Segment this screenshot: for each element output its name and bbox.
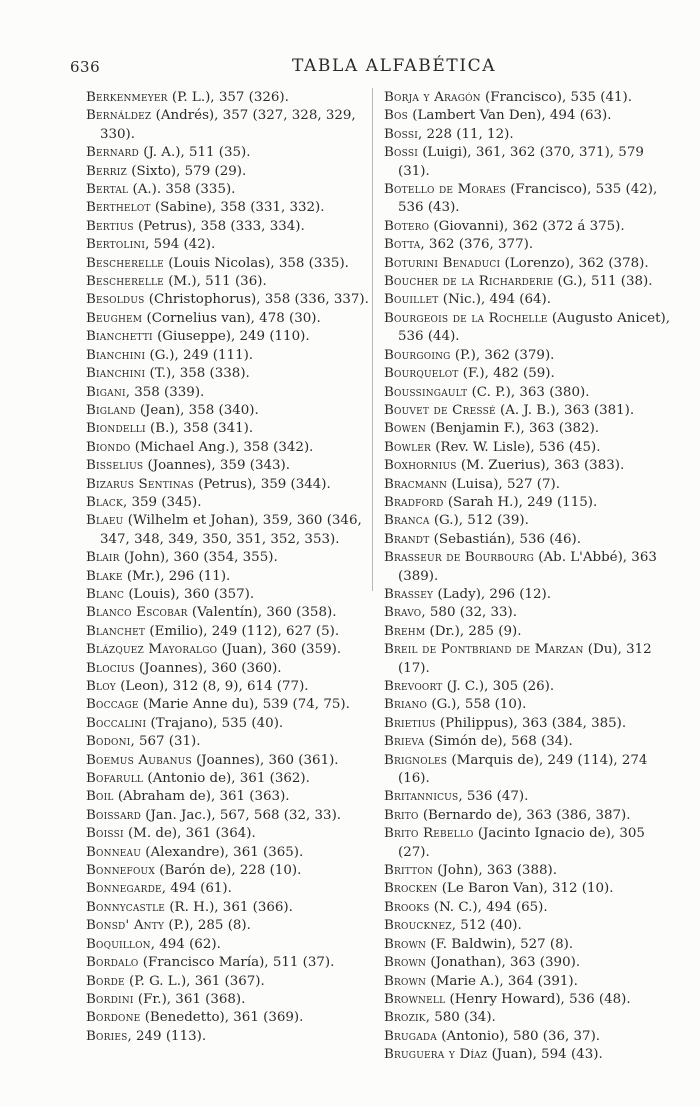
- entry-name: Blair: [86, 550, 120, 566]
- page-header: [70, 50, 630, 80]
- entry-references: (Lambert Van Den), 494 (63).: [407, 108, 612, 124]
- entry-references: (Benedetto), 361 (369).: [140, 1010, 304, 1026]
- entry-name: Bourquelot: [384, 366, 459, 382]
- entry-name: Blanco Escobar: [86, 605, 188, 621]
- index-entry: [384, 862, 674, 880]
- index-entry: [384, 641, 674, 678]
- entry-references: (G.), 558 (10).: [427, 697, 527, 713]
- entry-references: (Joannes), 360 (360).: [134, 660, 282, 676]
- running-title: TABLA ALFABÉTICA: [292, 56, 497, 76]
- entry-references: (Jan. Jac.), 567, 568 (32, 33).: [141, 807, 342, 823]
- entry-name: Brietius: [384, 715, 436, 731]
- entry-name: Bigland: [86, 402, 136, 418]
- entry-name: Brown: [384, 936, 427, 952]
- index-entry: [86, 163, 376, 181]
- index-entry: [86, 347, 376, 365]
- entry-references: (Nic.), 494 (64).: [438, 292, 552, 308]
- entry-references: (T.), 358 (338).: [145, 366, 250, 382]
- index-entry: [86, 439, 376, 457]
- index-entry: [384, 126, 674, 144]
- entry-name: Bonnycastle: [86, 899, 166, 915]
- entry-name: Britton: [384, 863, 433, 879]
- entry-references: (Trajano), 535 (40).: [146, 715, 284, 731]
- entry-name: Boussingault: [384, 384, 468, 400]
- index-entry: [384, 476, 674, 494]
- index-entry: [384, 752, 674, 789]
- entry-references: (P.), 285 (8).: [164, 918, 251, 934]
- entry-name: Bourgeois de la Rochelle: [384, 310, 548, 326]
- entry-name: Blaeu: [86, 513, 124, 529]
- entry-references: (Andrés), 357 (327, 328, 329, 330).: [100, 108, 356, 142]
- entry-name: Brozik: [384, 1010, 426, 1026]
- entry-references: (Louis Nicolas), 358 (335).: [163, 255, 349, 271]
- index-entry: [384, 144, 674, 181]
- entry-references: (Marquis de), 249 (114), 274 (16).: [398, 752, 648, 787]
- entry-references: (Francisco), 535 (41).: [480, 90, 633, 105]
- index-entry: [86, 844, 376, 862]
- entry-references: (Lady), 296 (12).: [433, 586, 551, 602]
- entry-references: (Francisco María), 511 (37).: [138, 955, 335, 971]
- index-entry: [384, 991, 674, 1009]
- entry-name: Bonneau: [86, 844, 142, 860]
- index-entry: [86, 1009, 376, 1027]
- entry-name: Bertolini: [86, 237, 146, 253]
- entry-name: Bordone: [86, 1010, 141, 1026]
- index-entry: [384, 420, 674, 438]
- entry-name: Boemus Aubanus: [86, 752, 192, 768]
- entry-references: , 359 (345).: [122, 494, 202, 510]
- index-entry: [384, 402, 674, 420]
- entry-references: (Jacinto Ignacio de), 305 (27).: [398, 826, 645, 860]
- entry-references: (Cornelius van), 478 (30).: [142, 310, 321, 326]
- entry-name: Bianchini: [86, 366, 146, 382]
- index-entry: [384, 696, 674, 714]
- index-entry: [86, 236, 376, 254]
- entry-name: Brevoort: [384, 679, 443, 694]
- entry-references: (Marie A.), 364 (391).: [426, 973, 578, 989]
- entry-name: Boccage: [86, 697, 139, 713]
- entry-references: (Dr.), 285 (9).: [425, 623, 522, 639]
- index-entry: [86, 660, 376, 678]
- entry-references: (F.), 482 (59).: [458, 366, 555, 382]
- index-entry: [86, 807, 376, 825]
- entry-references: (Benjamin F.), 363 (382).: [425, 421, 600, 437]
- entry-name: Bourgoing: [384, 347, 451, 363]
- entry-name: Bowler: [384, 439, 431, 455]
- entry-name: Breil de Pontbriand de Marzan: [384, 642, 584, 658]
- index-entry: [384, 89, 674, 107]
- index-entry: [86, 218, 376, 236]
- entry-name: Bianchetti: [86, 329, 153, 345]
- index-entry: [86, 291, 376, 309]
- entry-references: (John), 363 (388).: [433, 863, 557, 879]
- entry-name: Bescherelle: [86, 255, 164, 271]
- entry-name: Brasseur de Bourbourg: [384, 550, 535, 566]
- entry-references: (Sarah H.), 249 (115).: [443, 494, 598, 510]
- index-entry: [384, 347, 674, 365]
- entry-references: (Luisa), 527 (7).: [447, 476, 560, 492]
- index-entry: [384, 255, 674, 273]
- entry-references: (Michael Ang.), 358 (342).: [130, 439, 314, 455]
- index-entry: [384, 291, 674, 309]
- index-entry: [86, 107, 376, 144]
- index-entry: [86, 788, 376, 806]
- entry-references: (Du), 312 (17).: [398, 642, 652, 676]
- entry-references: (N. C.), 494 (65).: [429, 899, 548, 915]
- entry-references: (Giovanni), 362 (372 á 375).: [429, 218, 625, 234]
- entry-name: Beughem: [86, 310, 143, 326]
- entry-name: Blake: [86, 568, 123, 584]
- entry-references: (Jonathan), 363 (390).: [426, 955, 581, 971]
- index-entry: [384, 384, 674, 402]
- index-entry: [86, 144, 376, 162]
- entry-references: (Jean), 358 (340).: [135, 402, 259, 418]
- entry-references: (Marie Anne du), 539 (74, 75).: [138, 697, 350, 713]
- entry-name: Boturini Benaduci: [384, 255, 501, 271]
- index-entry: [86, 384, 376, 402]
- entry-references: (Wilhelm et Johan), 359, 360 (346, 347, 348, 349, 350, 351, 352, 353).: [100, 513, 362, 547]
- entry-name: Borde: [86, 973, 125, 989]
- index-entry: [86, 568, 376, 586]
- page-number: 636: [70, 58, 101, 76]
- entry-name: Briano: [384, 697, 428, 713]
- index-entry: [384, 899, 674, 917]
- entry-references: (Lorenzo), 362 (378).: [500, 255, 649, 271]
- index-entry: [384, 788, 674, 806]
- entry-references: (Christophorus), 358 (336, 337).: [144, 292, 369, 308]
- entry-name: Brito Rebello: [384, 826, 474, 842]
- entry-name: Bordini: [86, 991, 134, 1007]
- entry-references: (Joannes), 360 (361).: [191, 752, 339, 768]
- entry-name: Brassey: [384, 586, 434, 602]
- index-entry: [384, 973, 674, 991]
- entry-references: (P. L.), 357 (326).: [167, 90, 289, 105]
- index-entry: [86, 862, 376, 880]
- index-entry: [384, 439, 674, 457]
- entry-references: , 580 (34).: [425, 1010, 496, 1026]
- index-entry: [86, 936, 376, 954]
- entry-references: (J. C.), 305 (26).: [442, 679, 555, 694]
- index-entry: [86, 752, 376, 770]
- entry-references: (Francisco), 535 (42), 536 (43).: [398, 182, 658, 216]
- entry-name: Bernáldez: [86, 108, 152, 124]
- entry-references: , 494 (61).: [161, 881, 232, 897]
- entry-references: (J. A.), 511 (35).: [138, 145, 251, 161]
- entry-name: Bos: [384, 108, 408, 124]
- index-entry: [384, 494, 674, 512]
- entry-references: (Juan), 360 (359).: [217, 642, 342, 658]
- entry-references: (F. Baldwin), 527 (8).: [426, 936, 574, 952]
- entry-name: Besoldus: [86, 292, 145, 308]
- index-entry: [86, 899, 376, 917]
- entry-name: Bescherelle: [86, 274, 164, 290]
- index-entry: [86, 880, 376, 898]
- entry-name: Blanchet: [86, 623, 146, 639]
- column-divider: [372, 88, 373, 591]
- index-entry: [86, 770, 376, 788]
- index-entry: [86, 954, 376, 972]
- entry-references: (Petrus), 359 (344).: [193, 476, 331, 492]
- index-entry: [384, 807, 674, 825]
- index-entry: [384, 531, 674, 549]
- entry-references: (Sixto), 579 (29).: [126, 163, 247, 179]
- entry-name: Bruguera y Díaz: [384, 1047, 488, 1063]
- entry-references: (M. de), 361 (364).: [123, 826, 256, 842]
- index-entry: [86, 696, 376, 714]
- entry-references: (M. Zuerius), 363 (383).: [456, 458, 625, 474]
- index-entry: [384, 512, 674, 530]
- entry-references: (Valentín), 360 (358).: [187, 605, 337, 621]
- index-entry: [86, 623, 376, 641]
- entry-references: (Henry Howard), 536 (48).: [445, 991, 631, 1007]
- entry-references: (G.), 512 (39).: [429, 513, 529, 529]
- index-entry: [86, 365, 376, 383]
- index-entry: [86, 255, 376, 273]
- entry-name: Blázquez Mayoralgo: [86, 642, 218, 658]
- entry-references: (Barón de), 228 (10).: [154, 863, 302, 879]
- entry-name: Botta: [384, 237, 421, 253]
- entry-references: (Antonio de), 361 (362).: [143, 771, 310, 787]
- entry-name: Bloy: [86, 679, 116, 694]
- entry-references: , 567 (31).: [130, 734, 201, 750]
- entry-name: Bracmann: [384, 476, 448, 492]
- index-entry: [86, 181, 376, 199]
- entry-references: (P. G. L.), 361 (367).: [124, 973, 265, 989]
- entry-name: Bouillet: [384, 292, 439, 308]
- entry-references: (Augusto Anicet), 536 (44).: [398, 310, 670, 345]
- index-entry: [86, 494, 376, 512]
- entry-name: Boissi: [86, 826, 124, 842]
- entry-references: (A. J. B.), 363 (381).: [495, 402, 635, 418]
- entry-references: , 536 (47).: [458, 789, 529, 805]
- entry-name: Bravo: [384, 605, 422, 621]
- entry-name: Brooks: [384, 899, 430, 915]
- index-entry: [384, 936, 674, 954]
- entry-references: , 249 (113).: [127, 1028, 207, 1044]
- entry-references: (A.). 358 (335).: [128, 182, 236, 198]
- entry-references: (Antonio), 580 (36, 37).: [437, 1028, 601, 1044]
- entry-name: Britannicus: [384, 789, 459, 805]
- entry-references: (B.), 358 (341).: [145, 421, 254, 437]
- index-entry: [384, 954, 674, 972]
- index-entry: [384, 917, 674, 935]
- index-entry: [86, 641, 376, 659]
- entry-references: (Philippus), 363 (384, 385).: [435, 715, 627, 731]
- entry-references: (P.), 362 (379).: [450, 347, 555, 363]
- entry-name: Brehm: [384, 623, 426, 639]
- entry-references: (R. H.), 361 (366).: [165, 899, 293, 915]
- entry-name: Blocius: [86, 660, 135, 676]
- entry-references: (C. P.), 363 (380).: [467, 384, 590, 400]
- entry-references: (John), 360 (354, 355).: [119, 550, 278, 566]
- index-entry: [384, 825, 674, 862]
- entry-name: Bertal: [86, 182, 129, 198]
- index-entry: [86, 917, 376, 935]
- entry-references: (Le Baron Van), 312 (10).: [437, 881, 614, 897]
- entry-references: (Juan), 594 (43).: [487, 1047, 603, 1063]
- entry-name: Bianchini: [86, 347, 146, 363]
- entry-name: Botello de Moraes: [384, 182, 506, 198]
- entry-name: Bigani: [86, 384, 126, 400]
- entry-name: Broucknez: [384, 918, 452, 934]
- entry-name: Boil: [86, 789, 114, 805]
- entry-name: Botero: [384, 218, 430, 234]
- entry-references: (Leon), 312 (8, 9), 614 (77).: [115, 679, 309, 694]
- index-entry: [86, 402, 376, 420]
- entry-references: , 362 (376, 377).: [420, 237, 534, 253]
- entry-name: Brown: [384, 973, 427, 989]
- entry-references: , 594 (42).: [145, 237, 216, 253]
- entry-name: Bossi: [384, 126, 418, 142]
- entry-references: (Luigi), 361, 362 (370, 371), 579 (31).: [398, 145, 644, 179]
- index-column-right: [384, 89, 674, 1065]
- index-entry: [86, 273, 376, 291]
- entry-references: (Giuseppe), 249 (110).: [152, 329, 310, 345]
- entry-references: (Sebastián), 536 (46).: [429, 531, 581, 547]
- entry-references: (Joannes), 359 (343).: [143, 458, 290, 474]
- index-entry: [384, 623, 674, 641]
- entry-references: (Mr.), 296 (11).: [122, 568, 231, 584]
- index-entry: [384, 1028, 674, 1046]
- index-entry: [384, 604, 674, 622]
- entry-name: Bernard: [86, 145, 139, 161]
- entry-references: (Petrus), 358 (333, 334).: [133, 218, 305, 234]
- index-entry: [86, 715, 376, 733]
- entry-name: Bordalo: [86, 955, 139, 971]
- entry-name: Bouvet de Cressé: [384, 402, 496, 418]
- entry-references: (Bernardo de), 363 (386, 387).: [418, 807, 631, 823]
- entry-references: (Abraham de), 361 (363).: [113, 789, 290, 805]
- entry-name: Branca: [384, 513, 430, 529]
- index-entry: [384, 236, 674, 254]
- index-entry: [384, 549, 674, 586]
- index-column-left: [86, 89, 376, 1046]
- index-entry: [86, 733, 376, 751]
- index-entry: [384, 715, 674, 733]
- index-entry: [86, 586, 376, 604]
- entry-name: Bonnefoux: [86, 863, 155, 879]
- entry-references: (Rev. W. Lisle), 536 (45).: [431, 439, 601, 455]
- entry-name: Bofarull: [86, 771, 144, 787]
- entry-name: Boucher de la Richarderie: [384, 274, 554, 290]
- entry-name: Biondo: [86, 439, 131, 455]
- entry-references: , 494 (62).: [150, 936, 221, 952]
- entry-name: Boissard: [86, 807, 142, 823]
- entry-name: Brieva: [384, 734, 425, 750]
- index-entry: [86, 678, 376, 696]
- index-entry: [384, 586, 674, 604]
- entry-references: (Sabine), 358 (331, 332).: [150, 200, 325, 216]
- index-entry: [384, 365, 674, 383]
- entry-references: , 512 (40).: [451, 918, 522, 934]
- entry-name: Bertius: [86, 218, 134, 234]
- index-entry: [86, 512, 376, 549]
- entry-references: (Louis), 360 (357).: [124, 586, 255, 602]
- entry-references: , 228 (11, 12).: [417, 126, 514, 142]
- index-entry: [384, 107, 674, 125]
- entry-name: Berriz: [86, 163, 127, 179]
- entry-name: Bories: [86, 1028, 128, 1044]
- index-entry: [384, 181, 674, 218]
- index-entry: [384, 218, 674, 236]
- index-entry: [86, 420, 376, 438]
- index-entry: [384, 310, 674, 347]
- entry-name: Borja y Aragón: [384, 90, 481, 105]
- index-entry: [86, 973, 376, 991]
- index-entry: [86, 991, 376, 1009]
- index-entry: [86, 328, 376, 346]
- entry-name: Bizarus Sentinas: [86, 476, 194, 492]
- index-entry: [384, 1009, 674, 1027]
- index-entry: [384, 273, 674, 291]
- entry-references: (G.), 249 (111).: [145, 347, 254, 363]
- entry-name: Bowen: [384, 421, 426, 437]
- entry-references: (M.), 511 (36).: [163, 274, 267, 290]
- entry-references: , 580 (32, 33).: [421, 605, 518, 621]
- index-entry: [86, 89, 376, 107]
- entry-references: (Emilio), 249 (112), 627 (5).: [145, 623, 340, 639]
- entry-name: Brownell: [384, 991, 446, 1007]
- index-entry: [384, 457, 674, 475]
- index-entry: [86, 604, 376, 622]
- entry-name: Bisselius: [86, 458, 144, 474]
- index-entry: [384, 880, 674, 898]
- entry-name: Brown: [384, 955, 427, 971]
- entry-references: (Simón de), 568 (34).: [424, 734, 573, 750]
- entry-name: Brugada: [384, 1028, 438, 1044]
- entry-references: (Fr.), 361 (368).: [133, 991, 246, 1007]
- entry-name: Bradford: [384, 494, 444, 510]
- entry-name: Bonnegarde: [86, 881, 162, 897]
- index-entry: [86, 549, 376, 567]
- entry-name: Berthelot: [86, 200, 151, 216]
- entry-name: Blanc: [86, 586, 125, 602]
- index-entry: [384, 1046, 674, 1064]
- entry-name: Boccalini: [86, 715, 147, 731]
- entry-name: Boquillon: [86, 936, 151, 952]
- entry-name: Boxhornius: [384, 458, 457, 474]
- index-entry: [384, 733, 674, 751]
- entry-name: Brocken: [384, 881, 438, 897]
- index-entry: [86, 1028, 376, 1046]
- index-entry: [86, 825, 376, 843]
- index-entry: [384, 678, 674, 696]
- entry-references: (Ab. L'Abbé), 363 (389).: [398, 550, 657, 584]
- entry-name: Brignoles: [384, 752, 448, 768]
- entry-references: , 358 (339).: [125, 384, 205, 400]
- entry-name: Berkenmeyer: [86, 90, 168, 105]
- entry-name: Brito: [384, 807, 419, 823]
- entry-name: Black: [86, 494, 123, 510]
- index-entry: [86, 310, 376, 328]
- entry-name: Bodoni: [86, 734, 131, 750]
- entry-name: Bossi: [384, 145, 418, 161]
- index-entry: [86, 476, 376, 494]
- entry-references: (Alexandre), 361 (365).: [141, 844, 304, 860]
- entry-name: Brandt: [384, 531, 430, 547]
- entry-references: (G.), 511 (38).: [553, 274, 653, 290]
- entry-name: Bonsd' Anty: [86, 918, 165, 934]
- index-entry: [86, 457, 376, 475]
- index-entry: [86, 199, 376, 217]
- entry-name: Biondelli: [86, 421, 146, 437]
